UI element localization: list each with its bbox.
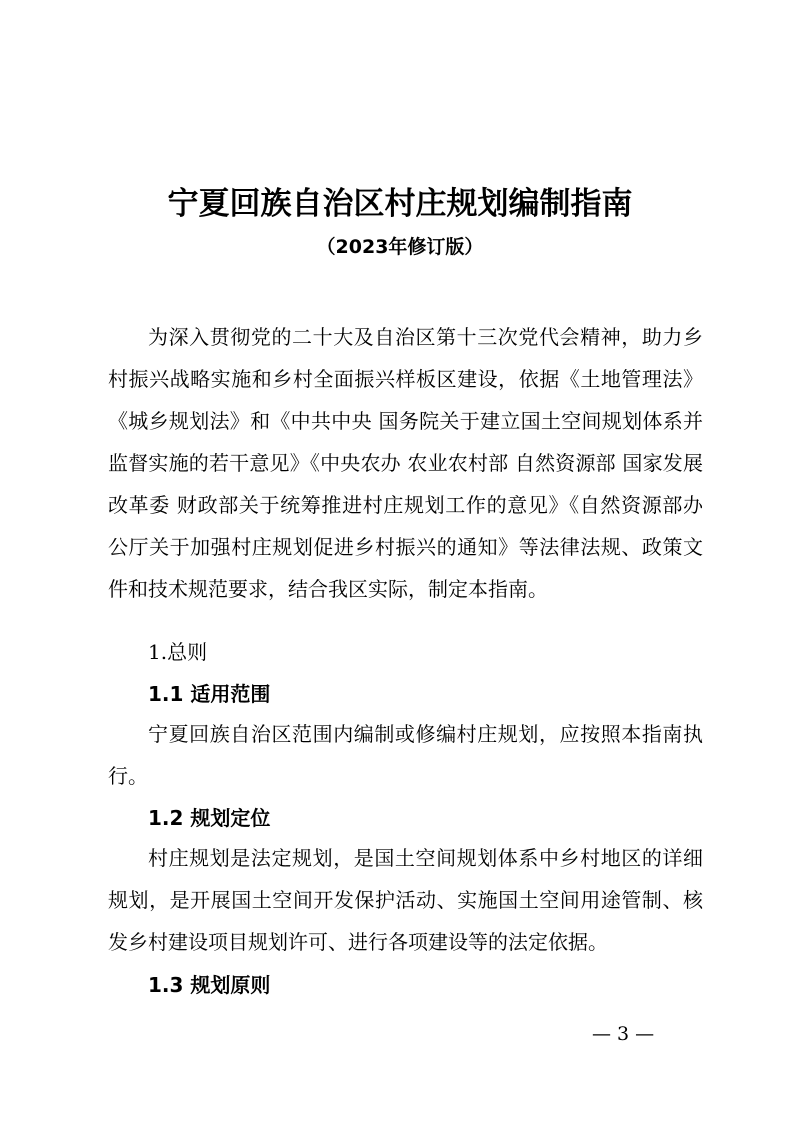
section-heading-1-1: 1.1 适用范围 <box>148 682 271 706</box>
document-title: 宁夏回族自治区村庄规划编制指南 <box>167 186 633 222</box>
document-subtitle: （2023年修订版） <box>316 236 484 258</box>
section-1-2-paragraph: 村庄规划是法定规划，是国土空间规划体系中乡村地区的详细规划，是开展国土空间开发保护活动、实施国土空间用途管制、核发乡村建设项目规划许可、进行各项建设等的法定依据。 <box>108 846 703 954</box>
intro-paragraph: 为深入贯彻党的二十大及自治区第十三次党代会精神，助力乡村振兴战略实施和乡村全面振兴样板区建设，依据《土地管理法》《城乡规划法》和《中共中央 国务院关于建立国土空间规划体系并监督实施的若干意见》《中央农办 农业农村部 自然资源部 国家发展改革委 财政部关于统筹推进村庄规划工作的意见》《自然资源部办公厅关于加强村庄规划促进乡村振兴的通知》等法律法规、政策文件和技术规范要求，结合我区实际，制定本指南。 <box>108 325 703 601</box>
section-heading-1: 1.总则 <box>148 640 208 664</box>
section-heading-1-3: 1.3 规划原则 <box>148 973 271 997</box>
page-number: — 3 — <box>592 1023 655 1045</box>
section-1-1-paragraph: 宁夏回族自治区范围内编制或修编村庄规划，应按照本指南执行。 <box>108 722 703 788</box>
section-heading-1-2: 1.2 规划定位 <box>148 806 271 830</box>
